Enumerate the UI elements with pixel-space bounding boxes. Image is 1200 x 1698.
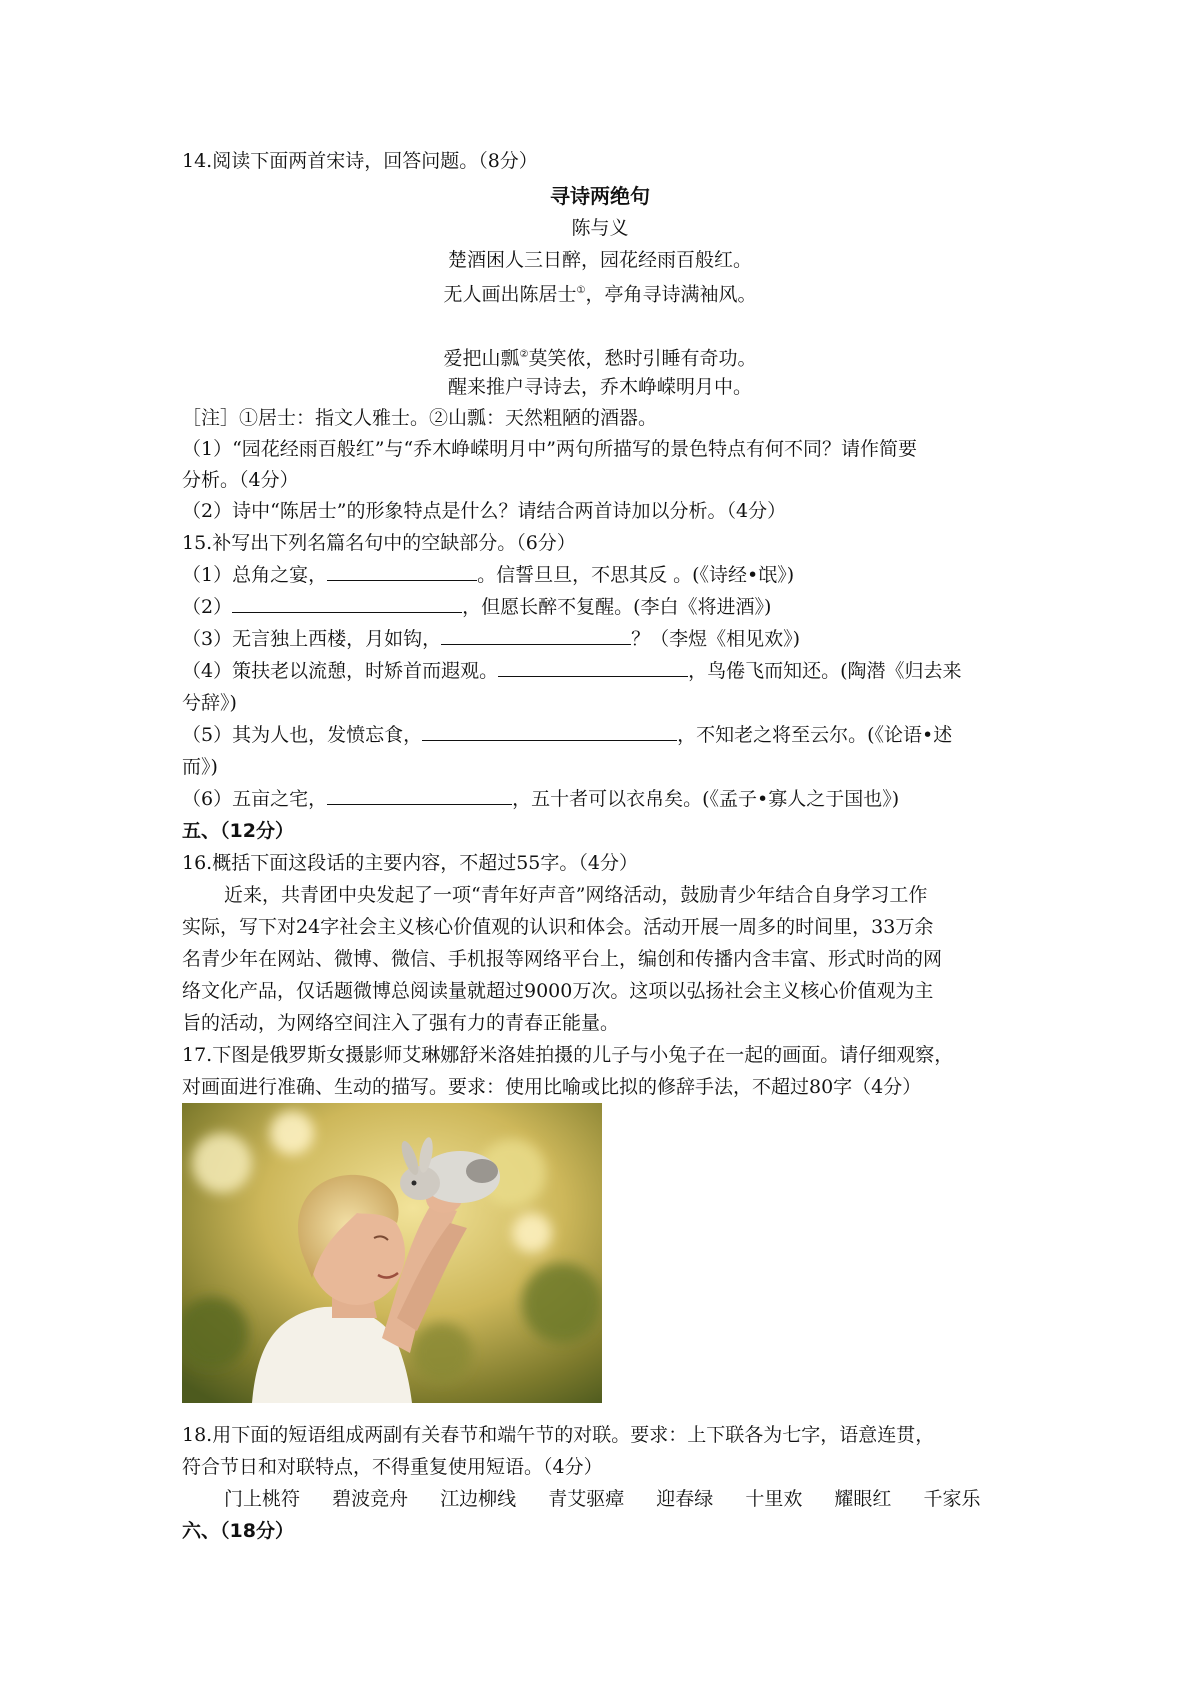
answer-blank-2[interactable] [232, 594, 462, 613]
item3-prefix: （3）无言独上西楼，月如钩， [182, 628, 442, 650]
q16-para-line5: 旨的活动，为网络空间注入了强有力的青春正能量。 [182, 1012, 620, 1034]
q15-heading: 15.补写出下列名篇名句中的空缺部分。（6分） [182, 532, 576, 554]
q17-line1: 17.下图是俄罗斯女摄影师艾琳娜舒米洛娃拍摄的儿子与小兔子在一起的画面。请仔细观察， [182, 1044, 954, 1066]
q15-item5-cont: 而》) [182, 756, 218, 778]
item2-suffix: ，但愿长醉不复醒。(李白《将进酒》) [462, 596, 772, 618]
phrase-item: 千家乐 [923, 1488, 981, 1510]
phrase-item: 青艾驱瘴 [548, 1488, 625, 1510]
item6-suffix: ，五十者可以衣帛矣。(《孟子•寡人之于国也》) [512, 788, 900, 810]
q14-sub2: （2）诗中“陈居士”的形象特点是什么？请结合两首诗加以分析。（4分） [182, 500, 787, 522]
answer-blank-5[interactable] [422, 722, 677, 741]
poem2-line2: 醒来推户寻诗去，乔木峥嵘明月中。 [447, 376, 752, 398]
item4-prefix: （4）策扶老以流憩，时矫首而遐观。 [182, 660, 499, 682]
poem-note: ［注］①居士：指文人雅士。②山瓢：天然粗陋的酒器。 [182, 407, 658, 429]
q18-line1: 18.用下面的短语组成两副有关春节和端午节的对联。要求：上下联各为七字，语意连贯， [182, 1424, 935, 1446]
section-6-heading: 六、（18分） [182, 1520, 294, 1542]
q18-line2: 符合节日和对联特点，不得重复使用短语。（4分） [182, 1456, 603, 1478]
item5-prefix: （5）其为人也，发愤忘食， [182, 724, 423, 746]
poem-title: 寻诗两绝句 [550, 184, 650, 208]
q16-para-line3: 名青少年在网站、微博、微信、手机报等网络平台上，编创和传播内含丰富、形式时尚的网 [182, 948, 943, 970]
poem1-line2a: 无人画出陈居士 [443, 283, 577, 306]
q16-para-line1: 近来，共青团中央发起了一项“青年好声音”网络活动，鼓励青少年结合自身学习工作 [224, 884, 928, 906]
q16-heading: 16.概括下面这段话的主要内容，不超过55字。（4分） [182, 852, 638, 874]
poem-author: 陈与义 [571, 217, 629, 239]
q14-sub1-line2: 分析。（4分） [182, 469, 299, 491]
phrase-item: 门上桃符 [224, 1488, 301, 1510]
item1-suffix: 。信誓旦旦，不思其反 。(《诗经•氓》) [477, 564, 795, 586]
poem1-line2b: ，亭角寻诗满袖风。 [585, 283, 757, 306]
q15-item1 [182, 562, 794, 588]
q15-item6 [182, 786, 899, 812]
item6-prefix: （6）五亩之宅， [182, 788, 328, 810]
poem1-line1: 楚酒困人三日醉，园花经雨百般红。 [447, 249, 752, 271]
item3-suffix: ？（李煜《相见欢》) [631, 628, 801, 650]
q15-item5 [182, 722, 952, 748]
q15-item3 [182, 626, 800, 652]
q15-item2 [182, 594, 771, 620]
q16-para-line2: 实际，写下对24字社会主义核心价值观的认识和体会。活动开展一周多的时间里，33万余 [182, 916, 934, 938]
q17-line2: 对画面进行准确、生动的描写。要求：使用比喻或比拟的修辞手法，不超过80字（4分） [182, 1076, 922, 1098]
q14-sub1-line1: （1）“园花经雨百般红”与“乔木峥嵘明月中”两句所描写的景色特点有何不同？请作简要 [182, 438, 917, 460]
q14-heading: 14.阅读下面两首宋诗，回答问题。（8分） [182, 150, 538, 172]
q15-item4-cont: 兮辞》) [182, 692, 237, 714]
section-5-heading: 五、（12分） [182, 820, 294, 842]
boy-with-rabbit-photo [182, 1103, 602, 1403]
poem2-line1b: 莫笑侬，愁时引睡有奇功。 [528, 347, 757, 370]
q15-item4 [182, 658, 962, 684]
answer-blank-3[interactable] [441, 626, 631, 645]
q16-para-line4: 络文化产品，仅话题微博总阅读量就超过9000万次。这项以弘扬社会主义核心价值观为主 [182, 980, 934, 1002]
q18-phrase-list [224, 1486, 1006, 1512]
phrase-item: 十里欢 [745, 1488, 803, 1510]
phrase-item: 迎春绿 [656, 1488, 714, 1510]
item2-prefix: （2） [182, 596, 233, 618]
phrase-item: 碧波竞舟 [332, 1488, 409, 1510]
item4-suffix: ，鸟倦飞而知还。(陶潜《归去来 [688, 660, 962, 682]
phrase-item: 江边柳线 [440, 1488, 517, 1510]
poem1-line2 [0, 278, 1200, 307]
answer-blank-1[interactable] [327, 562, 477, 581]
answer-blank-6[interactable] [327, 786, 512, 805]
photo-illustration [182, 1103, 602, 1403]
phrase-item: 耀眼红 [834, 1488, 892, 1510]
note-mark-1: ① [576, 285, 586, 296]
poem2-line1 [0, 342, 1200, 371]
item1-prefix: （1）总角之宴， [182, 564, 328, 586]
item5-suffix: ，不知老之将至云尔。(《论语•述 [677, 724, 953, 746]
note-mark-2: ② [519, 349, 529, 360]
answer-blank-4[interactable] [498, 658, 688, 677]
poem2-line1a: 爱把山瓢 [443, 347, 520, 370]
